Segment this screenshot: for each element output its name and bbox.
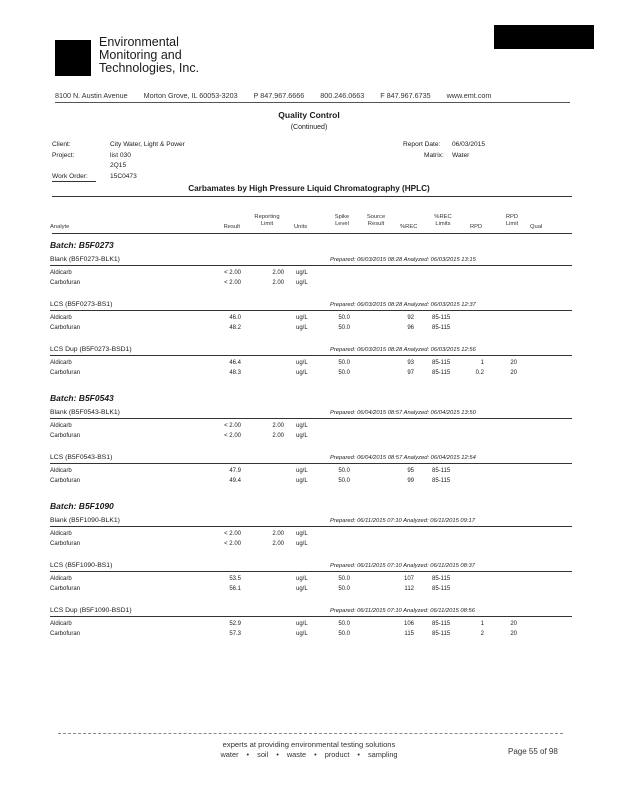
cell-units: ug/L [296, 531, 308, 537]
cell-result: < 2.00 [224, 270, 241, 276]
col-rpd-limit [501, 214, 523, 228]
report-title: Quality Control [278, 110, 340, 120]
qc-group-label: LCS (B5F1090-BS1) [50, 562, 113, 569]
cell-spike: 50.0 [338, 315, 350, 321]
qc-group-label: Blank (B5F0273-BLK1) [50, 256, 120, 263]
client-value: City Water, Light & Power [110, 141, 185, 148]
cell-units: ug/L [296, 621, 308, 627]
cell-result: 46.0 [229, 315, 241, 321]
cell-units: ug/L [296, 468, 308, 474]
analyte-name: Aldicarb [50, 468, 72, 474]
cell-result: < 2.00 [224, 423, 241, 429]
cell-rpdlim: 20 [510, 369, 517, 376]
cell-limits: 85-115 [432, 621, 451, 627]
cell-result: < 2.00 [224, 279, 241, 286]
cell-limits: 85-115 [432, 477, 451, 484]
cell-units: ug/L [296, 423, 308, 429]
redaction-box [494, 25, 594, 49]
footer-service-sampling: sampling [367, 750, 398, 759]
cell-result: 53.5 [229, 576, 241, 582]
workorder-label: Work Order: [52, 173, 88, 180]
col-rpd-limit-1: RPD [505, 214, 519, 220]
qc-group-underline [50, 526, 572, 527]
qc-group-label: Blank (B5F1090-BLK1) [50, 517, 120, 524]
qc-group-label: LCS (B5F0543-BS1) [50, 454, 113, 461]
cell-units: ug/L [296, 540, 308, 547]
cell-rpdlim: 20 [510, 630, 517, 637]
qc-prep-analyzed: Prepared: 06/03/2015 08:28 Analyzed: 06/03/2015 12:37 [330, 302, 476, 308]
cell-units: ug/L [296, 477, 308, 484]
footer-separator: • [357, 750, 360, 759]
cell-rpd: 2 [480, 630, 484, 637]
analyte-name: Carbofuran [50, 432, 81, 439]
company-name-line1: Environmental [99, 35, 179, 49]
cell-units: ug/L [296, 279, 308, 286]
cell-spike: 50.0 [338, 585, 350, 592]
analyte-name: Aldicarb [50, 621, 72, 627]
cell-rec: 99 [407, 477, 414, 484]
qc-prep-analyzed: Prepared: 06/11/2015 07:10 Analyzed: 06/11/2015 08:56 [330, 608, 475, 614]
cell-rec: 96 [407, 324, 414, 331]
cell-result: 46.4 [229, 360, 241, 366]
cell-rec: 106 [403, 621, 414, 627]
cell-spike: 50.0 [338, 621, 350, 627]
cell-rec: 115 [404, 630, 414, 637]
analyte-name: Carbofuran [50, 585, 81, 592]
cell-result: < 2.00 [224, 432, 241, 439]
analyte-name: Carbofuran [50, 630, 81, 637]
cell-result: < 2.00 [224, 531, 241, 537]
batch-title: Batch: B5F0273 [50, 240, 114, 250]
cell-units: ug/L [296, 324, 308, 331]
cell-rec: 112 [404, 585, 414, 592]
cell-spike: 50.0 [338, 468, 350, 474]
col-reporting-1: Reporting [254, 214, 280, 220]
qc-group-underline [50, 355, 572, 356]
company-city: Morton Grove, IL 60053-3203 [143, 91, 238, 100]
footer-service-water: water [220, 750, 239, 759]
analyte-name: Carbofuran [50, 324, 81, 331]
qc-group-underline [50, 310, 572, 311]
col-units: Units [294, 224, 308, 230]
cell-result: < 2.00 [224, 540, 241, 547]
cell-rpdlim: 20 [510, 360, 517, 366]
cell-rl: 2.00 [272, 270, 284, 276]
col-result: Result [223, 224, 240, 230]
footer-separator: • [314, 750, 317, 759]
cell-result: 57.3 [229, 630, 241, 637]
report-date-label: Report Date: [403, 141, 441, 148]
analyte-name: Aldicarb [50, 270, 72, 276]
qc-group-label: Blank (B5F0543-BLK1) [50, 409, 120, 416]
col-rec-limits-1: %REC [434, 214, 452, 220]
footer-tagline: experts at providing environmental testing solutions [222, 740, 396, 749]
cell-rec: 92 [407, 315, 414, 321]
cell-rl: 2.00 [272, 540, 284, 547]
cell-units: ug/L [296, 585, 308, 592]
col-rec: %REC [400, 224, 418, 230]
cell-units: ug/L [296, 576, 308, 582]
cell-limits: 85-115 [432, 585, 451, 592]
cell-units: ug/L [296, 360, 308, 366]
analyte-name: Aldicarb [50, 315, 72, 321]
cell-rpdlim: 20 [510, 621, 517, 627]
batch-title: Batch: B5F1090 [50, 501, 114, 511]
workorder-value: 15C0473 [110, 173, 137, 180]
company-name-line3: Technologies, Inc. [99, 61, 200, 75]
header-divider [55, 102, 570, 103]
col-reporting-2: Limit [260, 221, 274, 227]
cell-limits: 85-115 [432, 315, 451, 321]
col-source-1: Source [366, 214, 386, 220]
page-number: Page 55 of 98 [508, 747, 558, 756]
cell-spike: 50.0 [338, 477, 350, 484]
analyte-name: Carbofuran [50, 540, 81, 547]
report-date-value: 06/03/2015 [452, 141, 486, 148]
analyte-name: Carbofuran [50, 477, 81, 484]
col-analyte: Analyte [50, 224, 70, 230]
cell-rl: 2.00 [272, 432, 284, 439]
col-spike-2: Level [335, 221, 349, 227]
qc-prep-analyzed: Prepared: 06/03/2015 08:28 Analyzed: 06/03/2015 13:15 [330, 257, 476, 263]
cell-units: ug/L [296, 432, 308, 439]
cell-rl: 2.00 [272, 423, 284, 429]
cell-rec: 97 [407, 369, 414, 376]
qc-group-underline [50, 571, 572, 572]
cell-result: 48.2 [229, 324, 241, 331]
cell-rec: 95 [407, 468, 414, 474]
col-rec-limits [430, 214, 456, 228]
cell-limits: 85-115 [432, 360, 451, 366]
qc-prep-analyzed: Prepared: 06/11/2015 07:10 Analyzed: 06/11/2015 08:37 [330, 563, 475, 569]
qc-group-label: LCS Dup (B5F1090-BSD1) [50, 607, 132, 614]
report-subtitle: (Continued) [290, 124, 328, 131]
column-header-divider [52, 233, 572, 234]
client-label: Client: [52, 141, 71, 148]
company-web[interactable]: www.emt.com [446, 91, 492, 100]
qc-group-underline [50, 418, 572, 419]
qc-prep-analyzed: Prepared: 06/11/2015 07:10 Analyzed: 06/11/2015 09:17 [330, 518, 475, 524]
company-name-line2: Monitoring and [99, 48, 182, 62]
cell-spike: 50.0 [338, 369, 350, 376]
qc-prep-analyzed: Prepared: 06/03/2015 08:28 Analyzed: 06/03/2015 12:56 [330, 347, 476, 353]
cell-limits: 85-115 [432, 369, 451, 376]
company-fax: F 847.967.6735 [380, 91, 431, 100]
qc-prep-analyzed: Prepared: 06/04/2015 08:57 Analyzed: 06/04/2015 13:50 [330, 410, 476, 416]
cell-rl: 2.00 [272, 531, 284, 537]
cell-result: 47.9 [229, 468, 241, 474]
col-spike-level [330, 214, 354, 228]
cell-limits: 85-115 [432, 630, 451, 637]
analyte-name: Carbofuran [50, 369, 81, 376]
project-value: list 030 [110, 152, 131, 159]
cell-limits: 85-115 [432, 576, 451, 582]
footer-separator: • [246, 750, 250, 759]
analyte-name: Aldicarb [50, 531, 72, 537]
cell-result: 48.3 [229, 369, 241, 376]
section-title: Carbamates by High Pressure Liquid Chromatography (HPLC) [188, 184, 430, 193]
col-source-result [363, 214, 389, 228]
cell-result: 56.1 [229, 585, 241, 592]
col-reporting-limit [248, 214, 286, 228]
col-rec-limits-2: Limits [435, 221, 451, 227]
cell-spike: 50.0 [338, 324, 350, 331]
analyte-name: Aldicarb [50, 576, 72, 582]
footer-service-product: product [324, 750, 350, 759]
cell-rec: 93 [407, 360, 414, 366]
analyte-name: Aldicarb [50, 423, 72, 429]
cell-result: 52.9 [229, 621, 241, 627]
col-rpd: RPD [470, 224, 483, 230]
cell-rpd: 1 [480, 621, 484, 627]
cell-spike: 50.0 [338, 576, 350, 582]
cell-rpd: 0.2 [475, 369, 484, 376]
matrix-value: Water [452, 152, 470, 159]
cell-units: ug/L [296, 270, 308, 276]
company-phone2: 800.246.0663 [320, 91, 365, 100]
cell-spike: 50.0 [338, 360, 350, 366]
analyte-name: Carbofuran [50, 279, 81, 286]
analyte-name: Aldicarb [50, 360, 72, 366]
col-rpd-limit-2: Limit [505, 221, 519, 227]
cell-rpd: 1 [480, 360, 484, 366]
section-divider [52, 196, 572, 197]
qc-group-label: LCS (B5F0273-BS1) [50, 301, 113, 308]
qc-group-underline [50, 265, 572, 266]
qc-group-underline [50, 616, 572, 617]
cell-rec: 107 [403, 576, 414, 582]
cell-spike: 50.0 [338, 630, 350, 637]
footer-service-soil: soil [257, 750, 269, 759]
cell-limits: 85-115 [432, 324, 451, 331]
footer-divider [58, 733, 563, 734]
workorder-underline [52, 181, 96, 182]
col-source-2: Result [367, 221, 385, 227]
matrix-label: Matrix: [424, 152, 444, 159]
project-label: Project: [52, 152, 75, 159]
company-logo [55, 40, 91, 76]
footer-separator: • [276, 750, 279, 759]
col-qual: Qual [530, 224, 543, 230]
qc-group-underline [50, 463, 572, 464]
cell-limits: 85-115 [432, 468, 451, 474]
cell-units: ug/L [296, 315, 308, 321]
footer-service-waste: waste [286, 750, 307, 759]
cell-result: 49.4 [229, 477, 241, 484]
cell-units: ug/L [296, 630, 308, 637]
company-address: 8100 N. Austin Avenue [55, 91, 128, 100]
qc-group-label: LCS Dup (B5F0273-BSD1) [50, 346, 132, 353]
company-contact-line [55, 91, 505, 100]
company-phone: P 847.967.6666 [253, 91, 305, 100]
project-value-2: 2Q15 [110, 162, 127, 169]
company-name [99, 36, 199, 75]
cell-rl: 2.00 [272, 279, 284, 286]
batch-title: Batch: B5F0543 [50, 393, 114, 403]
qc-prep-analyzed: Prepared: 06/04/2015 08:57 Analyzed: 06/04/2015 12:54 [330, 455, 476, 461]
col-spike-1: Spike [334, 214, 350, 220]
cell-units: ug/L [296, 369, 308, 376]
